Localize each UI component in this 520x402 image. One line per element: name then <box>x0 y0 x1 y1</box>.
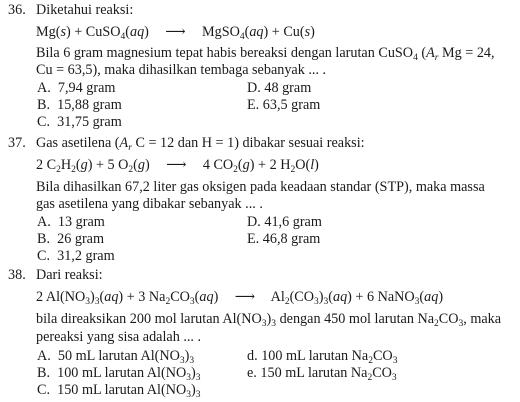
reaction-equation: 2 $Al(NO_3)_3(aq) + 3$ $Na_2CO_3(aq)$ ⟶ $Al_2(CO_3)_3(aq) + 6$ NaNO$_3$(aq) <box>36 289 444 307</box>
option-a[interactable]: A. 13 gram <box>37 214 105 230</box>
question-number: 36. <box>8 2 26 18</box>
option-b[interactable]: B. 100 mL larutan $Al(NO_3)_3$ <box>37 365 201 383</box>
option-b[interactable]: B. 15,88 gram <box>37 97 122 113</box>
question-number: 38. <box>8 267 26 283</box>
question-text: bila direaksikan 200 mol larutan $Al(NO_3)_3$ dengan 450 mol larutan $Na_2CO_3$, maka <box>36 311 502 329</box>
question-stem: Gas asetilena ($A_r$ C = 12 dan H = 1) dibakar sesuai reaksi: <box>36 135 365 153</box>
option-e[interactable]: e. 150 mL larutan $Na_2CO_3$ <box>247 365 397 383</box>
option-d[interactable]: D. 48 gram <box>247 80 312 96</box>
option-b[interactable]: B. 26 gram <box>37 231 104 247</box>
question-text: Bila 6 gram magnesium tepat habis bereaksi dengan larutan CuSO$_4$ ($A_r$ Mg = 24, <box>36 45 495 63</box>
option-a[interactable]: A. 7,94 gram <box>37 80 116 96</box>
option-e[interactable]: E. 63,5 gram <box>247 97 321 113</box>
option-c[interactable]: C. 31,75 gram <box>37 114 122 130</box>
option-d[interactable]: d. 100 mL larutan $Na_2CO_3$ <box>247 348 398 366</box>
option-a[interactable]: A. 50 mL larutan $Al(NO_3)_3$ <box>37 348 195 366</box>
question-number: 37. <box>8 135 26 151</box>
option-c[interactable]: C. 31,2 gram <box>37 248 115 264</box>
option-e[interactable]: E. 46,8 gram <box>247 231 321 247</box>
reaction-equation: 2 $C_2H_2(g) + 5$ $O_2(g)$ ⟶ 4 $CO_2(g) + 2$ $H_2O(l)$ <box>36 157 319 175</box>
question-text: pereaksi yang sisa adalah ... . <box>36 329 202 345</box>
question-stem: Diketahui reaksi: <box>36 2 134 18</box>
question-text: gas asetilena yang dibakar sebanyak ... . <box>36 196 263 212</box>
question-text: Bila dihasilkan 67,2 liter gas oksigen pada keadaan standar (STP), maka massa <box>36 179 485 195</box>
reaction-equation: Mg(s) + CuSO$_4$(aq) ⟶ MgSO$_4$(aq) + Cu(s) <box>36 24 315 42</box>
question-stem: Dari reaksi: <box>36 267 103 283</box>
question-text: Cu = 63,5), maka dihasilkan tembaga sebanyak ... . <box>36 62 327 78</box>
option-c[interactable]: C. 150 mL larutan $Al(NO_3)_3$ <box>37 382 201 400</box>
option-d[interactable]: D. 41,6 gram <box>247 214 322 230</box>
